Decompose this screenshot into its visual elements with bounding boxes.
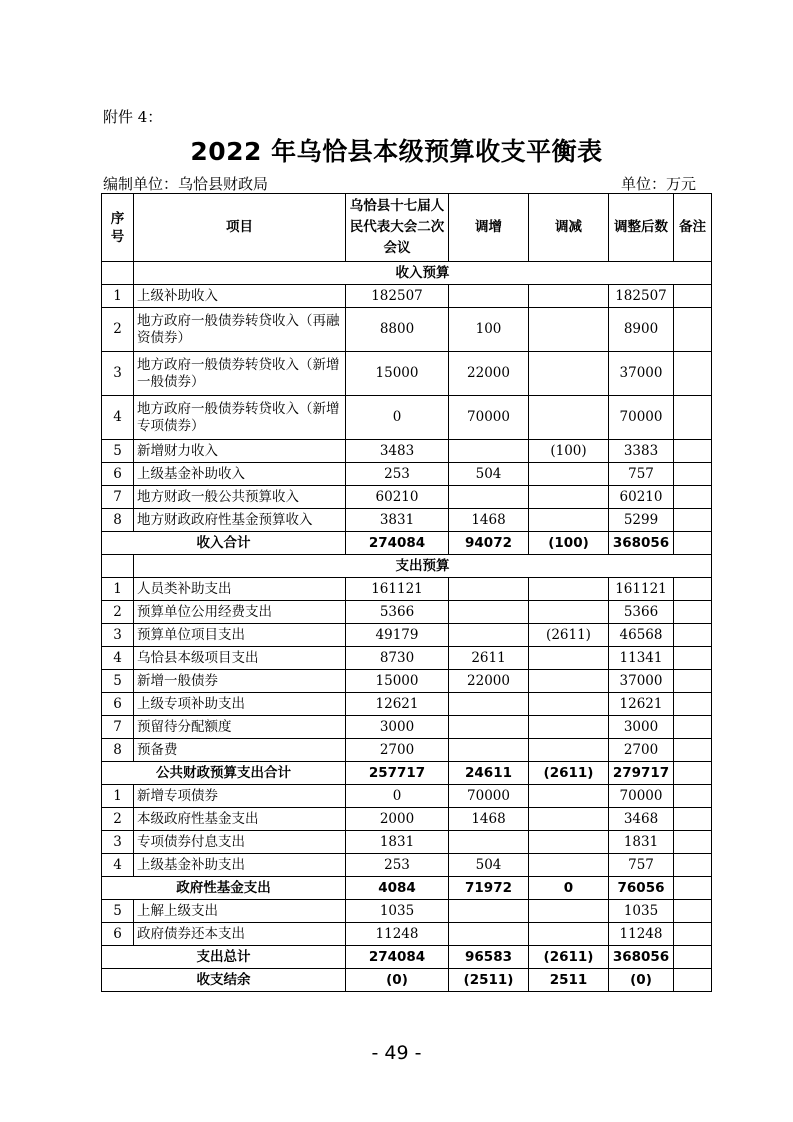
row-remark xyxy=(674,352,712,396)
total-decrease: 2511 xyxy=(529,969,609,992)
table-row xyxy=(102,352,712,396)
total-original: 274084 xyxy=(346,946,449,969)
row-remark xyxy=(674,739,712,762)
table-row xyxy=(102,486,712,509)
total-adjusted: 279717 xyxy=(609,762,674,785)
row-remark xyxy=(674,716,712,739)
row-item-name: 乌恰县本级项目支出 xyxy=(134,647,346,670)
table-row xyxy=(102,693,712,716)
row-number: 1 xyxy=(102,785,134,808)
row-original: 15000 xyxy=(346,670,449,693)
income-section-row xyxy=(102,262,712,285)
spacer-cell xyxy=(102,262,134,285)
total-label: 支出总计 xyxy=(102,946,346,969)
row-decrease xyxy=(529,900,609,923)
row-item-name: 上级基金补助支出 xyxy=(134,854,346,877)
row-decrease xyxy=(529,785,609,808)
row-original: 0 xyxy=(346,785,449,808)
row-increase: 22000 xyxy=(449,352,529,396)
row-original: 49179 xyxy=(346,624,449,647)
row-increase xyxy=(449,923,529,946)
income-total-row xyxy=(102,532,712,555)
row-decrease xyxy=(529,396,609,440)
row-remark xyxy=(674,670,712,693)
row-decrease: (2611) xyxy=(529,624,609,647)
table-row xyxy=(102,463,712,486)
row-decrease xyxy=(529,285,609,308)
row-original: 1035 xyxy=(346,900,449,923)
total-decrease: 0 xyxy=(529,877,609,900)
total-original: 257717 xyxy=(346,762,449,785)
total-remark xyxy=(674,877,712,900)
row-remark xyxy=(674,578,712,601)
row-increase: 100 xyxy=(449,308,529,352)
row-increase xyxy=(449,440,529,463)
row-increase: 1468 xyxy=(449,509,529,532)
row-item-name: 上级补助收入 xyxy=(134,285,346,308)
header-increase: 调增 xyxy=(449,194,529,262)
row-increase xyxy=(449,624,529,647)
row-adjusted: 12621 xyxy=(609,693,674,716)
row-increase: 22000 xyxy=(449,670,529,693)
table-row xyxy=(102,923,712,946)
row-number: 8 xyxy=(102,509,134,532)
row-decrease xyxy=(529,463,609,486)
table-row xyxy=(102,285,712,308)
row-decrease xyxy=(529,923,609,946)
row-item-name: 政府债券还本支出 xyxy=(134,923,346,946)
total-original: 274084 xyxy=(346,532,449,555)
header-seq: 序号 xyxy=(102,194,134,262)
total-label: 公共财政预算支出合计 xyxy=(102,762,346,785)
expense-section-row xyxy=(102,555,712,578)
spacer-cell xyxy=(102,555,134,578)
row-decrease xyxy=(529,670,609,693)
table-row xyxy=(102,578,712,601)
row-adjusted: 8900 xyxy=(609,308,674,352)
row-item-name: 人员类补助支出 xyxy=(134,578,346,601)
total-increase: 71972 xyxy=(449,877,529,900)
row-original: 2700 xyxy=(346,739,449,762)
row-item-name: 预算单位公用经费支出 xyxy=(134,601,346,624)
row-increase: 70000 xyxy=(449,785,529,808)
row-item-name: 本级政府性基金支出 xyxy=(134,808,346,831)
row-remark xyxy=(674,601,712,624)
table-row xyxy=(102,624,712,647)
organization-label: 编制单位：乌恰县财政局 xyxy=(103,175,269,193)
row-original: 253 xyxy=(346,854,449,877)
row-original: 161121 xyxy=(346,578,449,601)
total-adjusted: (0) xyxy=(609,969,674,992)
row-number: 8 xyxy=(102,739,134,762)
total-decrease: (100) xyxy=(529,532,609,555)
row-adjusted: 11341 xyxy=(609,647,674,670)
row-number: 7 xyxy=(102,716,134,739)
header-adjusted: 调整后数 xyxy=(609,194,674,262)
row-remark xyxy=(674,647,712,670)
row-original: 0 xyxy=(346,396,449,440)
row-decrease xyxy=(529,647,609,670)
expense-total-row xyxy=(102,946,712,969)
row-increase: 2611 xyxy=(449,647,529,670)
attachment-label: 附件 4： xyxy=(103,108,163,126)
row-remark xyxy=(674,396,712,440)
row-remark xyxy=(674,624,712,647)
row-original: 12621 xyxy=(346,693,449,716)
row-decrease xyxy=(529,808,609,831)
row-adjusted: 757 xyxy=(609,854,674,877)
row-number: 3 xyxy=(102,352,134,396)
total-label: 收支结余 xyxy=(102,969,346,992)
row-increase: 70000 xyxy=(449,396,529,440)
row-original: 11248 xyxy=(346,923,449,946)
row-decrease: (100) xyxy=(529,440,609,463)
row-original: 253 xyxy=(346,463,449,486)
row-original: 3483 xyxy=(346,440,449,463)
row-item-name: 地方政府一般债券转贷收入（新增一般债券） xyxy=(134,352,346,396)
table-row xyxy=(102,739,712,762)
row-number: 3 xyxy=(102,624,134,647)
total-decrease: (2611) xyxy=(529,946,609,969)
row-item-name: 新增一般债券 xyxy=(134,670,346,693)
row-adjusted: 70000 xyxy=(609,396,674,440)
row-decrease xyxy=(529,739,609,762)
table-row xyxy=(102,601,712,624)
row-item-name: 专项债券付息支出 xyxy=(134,831,346,854)
row-remark xyxy=(674,308,712,352)
row-increase xyxy=(449,739,529,762)
row-increase xyxy=(449,486,529,509)
header-remark: 备注 xyxy=(674,194,712,262)
row-adjusted: 37000 xyxy=(609,352,674,396)
row-original: 8730 xyxy=(346,647,449,670)
row-adjusted: 2700 xyxy=(609,739,674,762)
row-adjusted: 5299 xyxy=(609,509,674,532)
section-title: 收入预算 xyxy=(134,262,712,285)
row-decrease xyxy=(529,578,609,601)
row-number: 2 xyxy=(102,808,134,831)
row-adjusted: 11248 xyxy=(609,923,674,946)
row-adjusted: 3468 xyxy=(609,808,674,831)
table-row xyxy=(102,831,712,854)
table-row xyxy=(102,670,712,693)
total-adjusted: 76056 xyxy=(609,877,674,900)
row-remark xyxy=(674,900,712,923)
total-increase: 94072 xyxy=(449,532,529,555)
total-increase: 24611 xyxy=(449,762,529,785)
header-row xyxy=(102,194,712,262)
table-row xyxy=(102,396,712,440)
row-item-name: 预算单位项目支出 xyxy=(134,624,346,647)
table-row xyxy=(102,647,712,670)
total-increase: (2511) xyxy=(449,969,529,992)
balance-row xyxy=(102,969,712,992)
row-decrease xyxy=(529,693,609,716)
header-item: 项目 xyxy=(134,194,346,262)
row-remark xyxy=(674,923,712,946)
total-remark xyxy=(674,946,712,969)
total-label: 收入合计 xyxy=(102,532,346,555)
row-remark xyxy=(674,831,712,854)
row-number: 1 xyxy=(102,578,134,601)
table-row xyxy=(102,308,712,352)
row-increase xyxy=(449,601,529,624)
row-decrease xyxy=(529,352,609,396)
budget-table xyxy=(101,193,712,992)
row-remark xyxy=(674,854,712,877)
total-adjusted: 368056 xyxy=(609,532,674,555)
row-number: 5 xyxy=(102,440,134,463)
row-remark xyxy=(674,440,712,463)
row-item-name: 地方财政政府性基金预算收入 xyxy=(134,509,346,532)
row-decrease xyxy=(529,486,609,509)
row-number: 2 xyxy=(102,601,134,624)
row-increase: 504 xyxy=(449,463,529,486)
row-original: 2000 xyxy=(346,808,449,831)
row-original: 1831 xyxy=(346,831,449,854)
table-row xyxy=(102,509,712,532)
row-increase: 504 xyxy=(449,854,529,877)
total-remark xyxy=(674,532,712,555)
row-remark xyxy=(674,693,712,716)
table-row xyxy=(102,900,712,923)
total-increase: 96583 xyxy=(449,946,529,969)
header-original: 乌恰县十七届人民代表大会二次会议 xyxy=(346,194,449,262)
row-original: 182507 xyxy=(346,285,449,308)
row-adjusted: 5366 xyxy=(609,601,674,624)
unit-label: 单位：万元 xyxy=(620,175,696,193)
row-item-name: 地方财政一般公共预算收入 xyxy=(134,486,346,509)
header-decrease: 调减 xyxy=(529,194,609,262)
total-remark xyxy=(674,762,712,785)
row-item-name: 上级专项补助支出 xyxy=(134,693,346,716)
row-decrease xyxy=(529,601,609,624)
row-item-name: 上级基金补助收入 xyxy=(134,463,346,486)
row-number: 5 xyxy=(102,670,134,693)
row-original: 3831 xyxy=(346,509,449,532)
page-title: 2022 年乌恰县本级预算收支平衡表 xyxy=(190,137,603,166)
row-increase xyxy=(449,716,529,739)
row-increase xyxy=(449,285,529,308)
row-adjusted: 757 xyxy=(609,463,674,486)
row-adjusted: 1831 xyxy=(609,831,674,854)
row-number: 5 xyxy=(102,900,134,923)
section-title: 支出预算 xyxy=(134,555,712,578)
table-row xyxy=(102,785,712,808)
row-number: 7 xyxy=(102,486,134,509)
row-item-name: 地方政府一般债券转贷收入（再融资债券） xyxy=(134,308,346,352)
row-decrease xyxy=(529,831,609,854)
total-remark xyxy=(674,969,712,992)
row-adjusted: 161121 xyxy=(609,578,674,601)
row-item-name: 上解上级支出 xyxy=(134,900,346,923)
row-decrease xyxy=(529,308,609,352)
row-item-name: 预备费 xyxy=(134,739,346,762)
row-increase: 1468 xyxy=(449,808,529,831)
row-increase xyxy=(449,693,529,716)
total-decrease: (2611) xyxy=(529,762,609,785)
total-original: (0) xyxy=(346,969,449,992)
row-adjusted: 3383 xyxy=(609,440,674,463)
row-adjusted: 46568 xyxy=(609,624,674,647)
total-adjusted: 368056 xyxy=(609,946,674,969)
total-original: 4084 xyxy=(346,877,449,900)
row-number: 2 xyxy=(102,308,134,352)
row-increase xyxy=(449,578,529,601)
public-total-row xyxy=(102,762,712,785)
row-item-name: 新增财力收入 xyxy=(134,440,346,463)
total-label: 政府性基金支出 xyxy=(102,877,346,900)
row-remark xyxy=(674,808,712,831)
row-decrease xyxy=(529,509,609,532)
page-number: - 49 - xyxy=(371,1042,422,1064)
table-row xyxy=(102,808,712,831)
fund-total-row xyxy=(102,877,712,900)
row-number: 1 xyxy=(102,285,134,308)
row-original: 8800 xyxy=(346,308,449,352)
row-number: 6 xyxy=(102,693,134,716)
row-original: 5366 xyxy=(346,601,449,624)
table-row xyxy=(102,854,712,877)
row-remark xyxy=(674,785,712,808)
row-original: 3000 xyxy=(346,716,449,739)
row-adjusted: 3000 xyxy=(609,716,674,739)
row-number: 3 xyxy=(102,831,134,854)
row-number: 6 xyxy=(102,463,134,486)
row-number: 4 xyxy=(102,396,134,440)
row-remark xyxy=(674,285,712,308)
row-adjusted: 70000 xyxy=(609,785,674,808)
row-adjusted: 182507 xyxy=(609,285,674,308)
row-remark xyxy=(674,463,712,486)
row-item-name: 预留待分配额度 xyxy=(134,716,346,739)
row-item-name: 地方政府一般债券转贷收入（新增专项债券） xyxy=(134,396,346,440)
row-decrease xyxy=(529,854,609,877)
row-number: 6 xyxy=(102,923,134,946)
row-decrease xyxy=(529,716,609,739)
row-original: 60210 xyxy=(346,486,449,509)
table-row xyxy=(102,716,712,739)
table-row xyxy=(102,440,712,463)
row-original: 15000 xyxy=(346,352,449,396)
row-adjusted: 37000 xyxy=(609,670,674,693)
row-number: 4 xyxy=(102,647,134,670)
row-increase xyxy=(449,900,529,923)
row-remark xyxy=(674,486,712,509)
row-number: 4 xyxy=(102,854,134,877)
row-item-name: 新增专项债券 xyxy=(134,785,346,808)
row-adjusted: 60210 xyxy=(609,486,674,509)
row-increase xyxy=(449,831,529,854)
row-adjusted: 1035 xyxy=(609,900,674,923)
row-remark xyxy=(674,509,712,532)
